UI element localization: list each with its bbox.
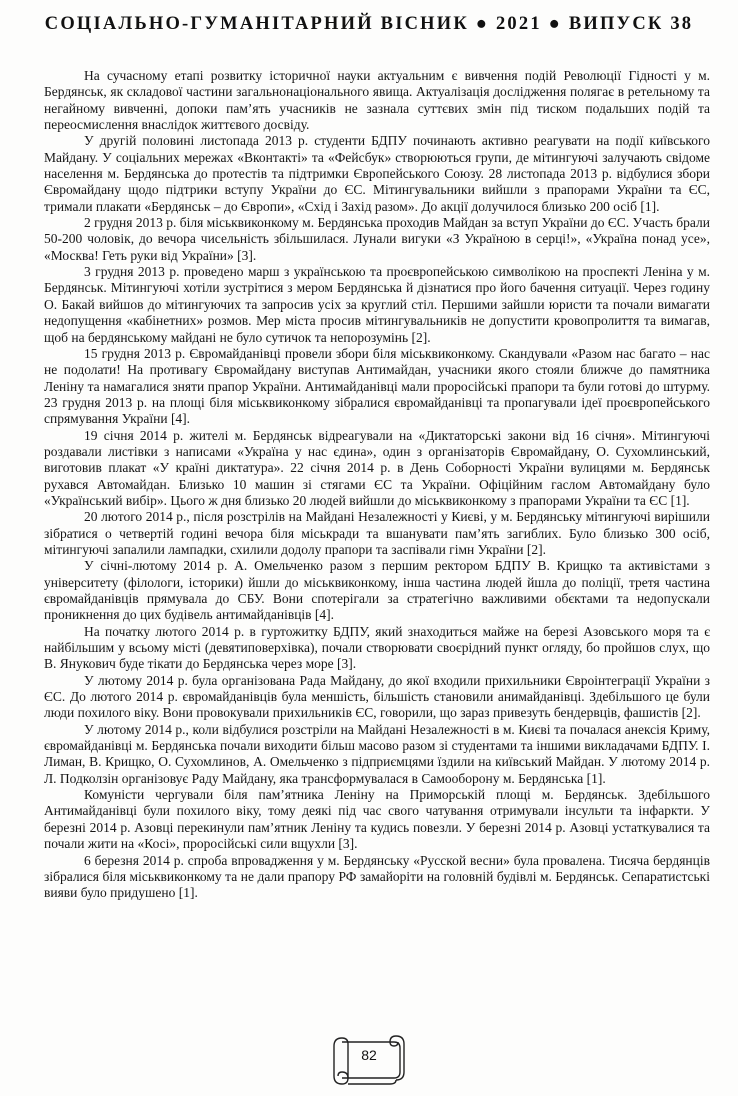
running-header [0, 14, 738, 35]
paragraph: Комуністи чергували біля пам’ятника Леніну на Приморській площі м. Бердянськ. Здебільшого Антимайданівці були похилого віку, тому деякі під час свого чатування отримували інсульти та інфаркти. У березні 2014 р. Азовці перекинули пам’ятник Леніну та кудись повезли. У березні 2014 р. Азовці устаткувалися та почали жити на «Косі», проросійські сили вщухли [3]. [44, 787, 710, 852]
journal-issue: ВИПУСК 38 [568, 14, 694, 34]
paragraph: У другій половині листопада 2013 р. студенти БДПУ починають активно реагувати на події київського Майдану. У соціальних мережах «Вконтакті» та «Фейсбук» створюються групи, де мітингуючі залучають свідоме населення м. Бердянська до протестів та підтримки Європейського Союзу. 28 листопада 2013 р. відбулися збори Євромайдану щодо підтрики вступу України до ЄС. Мітингувальники вийшли з прапорами України та ЄС, тримали плакати «Бердянськ – до Європи», «Схід і Захід разом». До акції долучилося близько 200 осіб [1]. [44, 133, 710, 214]
paragraph: 19 січня 2014 р. жителі м. Бердянськ відреагували на «Диктаторські закони від 16 січня». Мітингуючі роздавали листівки з написами «Україна у нас єдина», один з організаторів Євромайдану, О. Сухомлинський, виготовив плакат «У країні диктатура». 22 січня 2014 р. в День Соборності України вулицями м. Бердянськ рухався Автомайдан. Близько 10 машин зі стягами ЄС та України. Офіційним гаслом Автомайдану було «Український вибір». Цього ж дня близько 20 людей вийшли до міськвиконкому з прапорами України та ЄС [1]. [44, 427, 710, 508]
paragraph: 3 грудня 2013 р. проведено марш з українською та проєвропейською символікою на проспекті Леніна у м. Бердянськ. Мітингуючі хотіли зустрітися з мером Бердянська й дізнатися про його бачення ситуації. Через годину О. Бакай вийшов до мітингуючих та запросив усіх за круглий стіл. Першими зайшли юристи та почали вимагати недопущення «кабінетних» розмов. Мер міста просив мітингувальників не допустити кровопролиття та вимагав, щоб на бердянському майдані не було сутичок та непорозумінь [2]. [44, 264, 710, 345]
paragraph: 20 лютого 2014 р., після розстрілів на Майдані Незалежності у Києві, у м. Бердянську мітингуючі вирішили зібратися о четвертій годині вечора біля міськради та вшанувати пам’ять загиблих. Було близько 300 осіб, мітингуючі запалили лампадки, схилили додолу прапори та заспівали гімн України [2]. [44, 509, 710, 557]
header-separator: ● [548, 14, 562, 34]
page-footer [330, 1032, 408, 1088]
paragraph: У лютому 2014 р. була організована Рада Майдану, до якої входили прихильники Євроінтеграції України з ЄС. До лютого 2014 р. євромайданівців була меншість, більшість становили анимайданівці. Здебільшого це були люди похилого віку. Вони провокували прихильників ЄС, говорили, що зараз привезуть бендервців, фашистів [2]. [44, 672, 710, 721]
paragraph: У січні-лютому 2014 р. А. Омельченко разом з першим ректором БДПУ В. Крищко та активістами з університету (філологи, історики) йшли до міськвиконкому, інша частина людей йшла до поліції, третя частина євромайданівців прямувала до СБУ. Вони спотерігали за стратегічно важливими обєктами та недопускали проникнення до цих будівель антимайданівців [4]. [44, 558, 710, 623]
paragraph: 6 березня 2014 р. спроба впровадження у м. Бердянську «Русской весни» була провалена. Тисяча бердянців зібралися біля міськвиконкому та не дали прапору РФ замайоріти на головній будівлі м. Бердянськ. Сепаратистські вияви було придушено [1]. [44, 852, 710, 901]
paragraph: 2 грудня 2013 р. біля міськвиконкому м. Бердянська проходив Майдан за вступ України до ЄС. Участь брали 50-200 чоловік, до вечора чисельність збільшилася. Лунали вигуки «З Україною в серці!», «Україна понад усе», «Москва! Геть руки від України» [3]. [44, 215, 710, 263]
paragraph: У лютому 2014 р., коли відбулися розстріли на Майдані Незалежності в м. Києві та почалася анексія Криму, євромайданівці м. Бердянська почали виходити більш масово разом зі студентами та іншими викладачами БДПУ. І. Лиман, В. Крищко, О. Сухомлинов, А. Омельченко з підприємцями їздили на київський Майдан. У лютому 2014 р. Л. Подколзін організовує Раду Майдану, яка трансформувалася в Самооборону м. Бердянська [1]. [44, 721, 710, 786]
page-number: 82 [361, 1047, 377, 1063]
paragraph: На початку лютого 2014 р. в гуртожитку БДПУ, який знаходиться майже на березі Азовського моря та є найбільшим у всьому місті (девятиповерхівка), почали створювати своєрідний пункт огляду, бо пройшов слух, що В. Янукович буде тікати до Бердянська через море [3]. [44, 623, 710, 672]
journal-year: 2021 [495, 14, 542, 34]
paragraph: 15 грудня 2013 р. Євромайданівці провели збори біля міськвиконкому. Скандували «Разом нас багато – нас не подолати! На противагу Євромайдану виступав Антимайдан, учасники якого стояли ближче до памятника Леніну та намагалися зняти прапор України. Антимайданівці мали проросійські прапори та були готові до штурму. 23 грудня 2013 р. на площі біля міськвиконкому зібралися євромайданівці та пропагували ідеї проєвропейського спрямування України [4]. [44, 345, 710, 427]
journal-title: СОЦІАЛЬНО-ГУМАНІТАРНИЙ ВІСНИК [44, 14, 469, 34]
paragraph: На сучасному етапі розвитку історичної науки актуальним є вивчення подій Революції Гідності у м. Бердянськ, як складової частини загальнонаціонального явища. Актуалізація дослідження полягає в ретельному та негайному вивченні, допоки пам’ять учасників не зазнала суттєвих змін під тиском подальших подій та переосмислення внаслідок життєвого досвіду. [44, 68, 710, 133]
article-body [44, 68, 710, 902]
header-separator: ● [475, 14, 490, 34]
